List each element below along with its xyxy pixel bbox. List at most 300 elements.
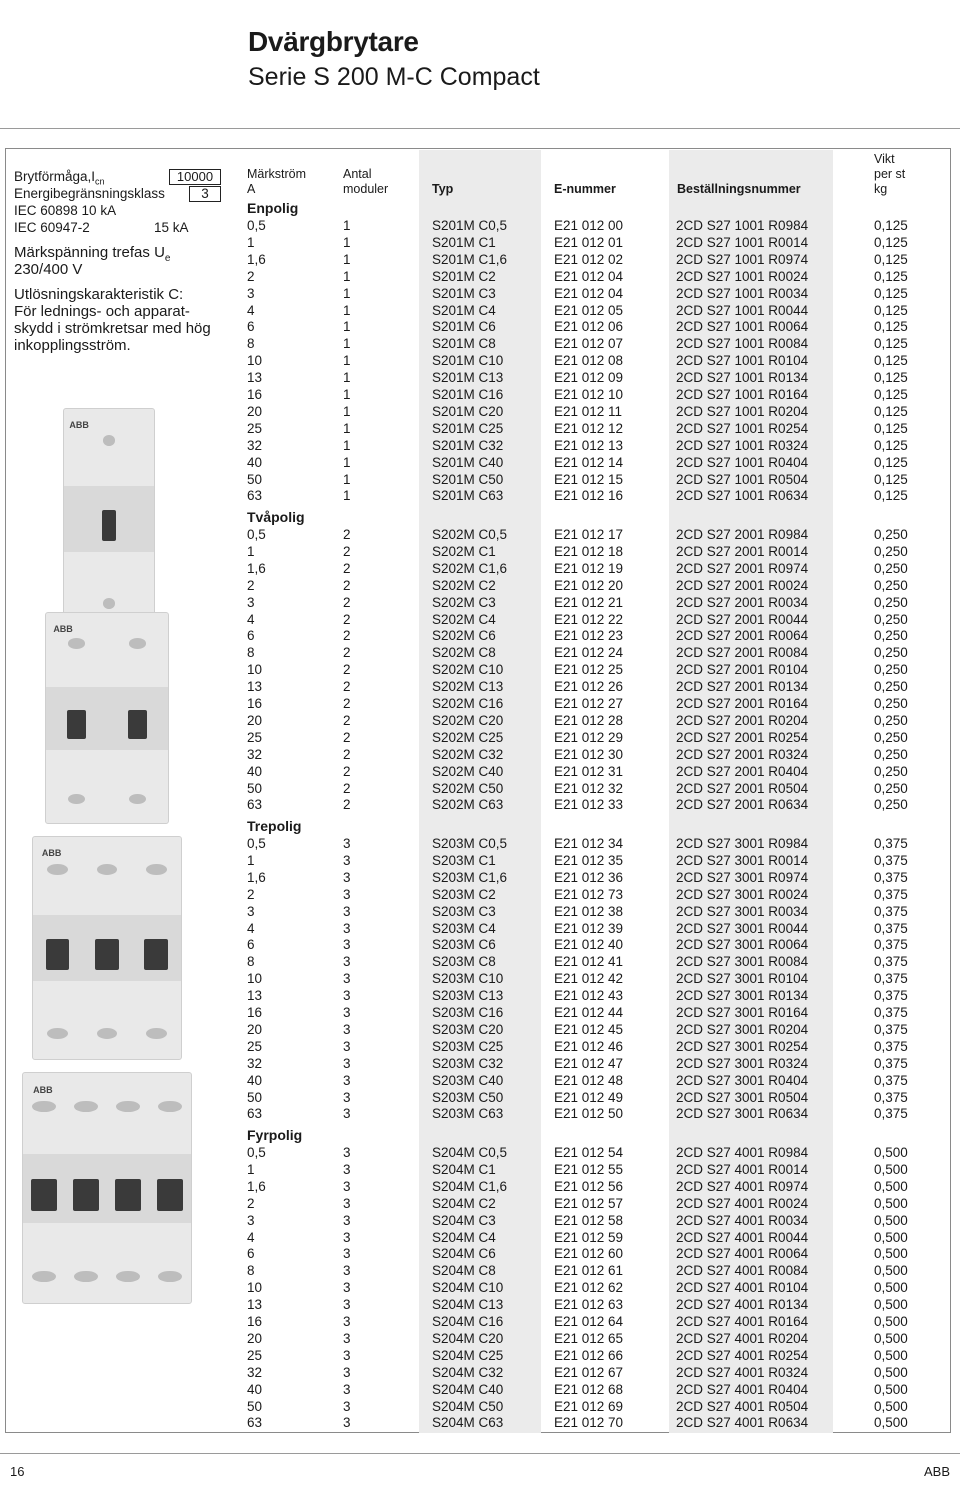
cell-weight: 0,250 <box>874 780 908 796</box>
cell-current: 50 <box>247 780 263 796</box>
cell-enumber: E21 012 62 <box>554 1280 624 1296</box>
table-row <box>0 987 960 1004</box>
cell-modules: 1 <box>343 234 351 250</box>
cell-modules: 3 <box>343 1161 351 1177</box>
cell-type: S204M C3 <box>432 1212 496 1228</box>
cell-enumber: E21 012 61 <box>554 1263 624 1279</box>
cell-current: 10 <box>247 662 263 678</box>
cell-order: 2CD S27 3001 R0254 <box>676 1038 809 1054</box>
cell-current: 2 <box>247 1195 255 1211</box>
cell-type: S203M C16 <box>432 1005 504 1020</box>
cell-order: 2CD S27 4001 R0404 <box>676 1381 809 1397</box>
table-row <box>0 285 960 302</box>
desc-text-4: inkopplingsström. <box>14 337 131 354</box>
cell-type: S204M C6 <box>432 1246 496 1262</box>
table-row <box>0 1004 960 1021</box>
cell-modules: 2 <box>343 645 351 661</box>
cell-weight: 0,250 <box>874 729 908 745</box>
desc-text-1: Utlösningskarakteristik C: <box>14 286 184 303</box>
cell-order: 2CD S27 4001 R0164 <box>676 1314 809 1329</box>
cell-type: S202M C63 <box>432 797 504 813</box>
cell-current: 13 <box>247 679 263 695</box>
footer-brand: ABB <box>923 1464 950 1479</box>
cell-weight: 0,125 <box>874 370 908 386</box>
device-brand-mark: ABB <box>41 848 62 859</box>
cell-type: S204M C40 <box>432 1381 504 1397</box>
cell-type: S204M C63 <box>432 1415 504 1431</box>
cell-enumber: E21 012 09 <box>554 370 624 386</box>
cell-weight: 0,375 <box>874 886 908 902</box>
device-brand-mark: ABB <box>69 420 89 430</box>
cell-modules: 3 <box>343 1297 351 1313</box>
cell-modules: 3 <box>343 1005 351 1020</box>
cell-weight: 0,500 <box>874 1280 908 1296</box>
cell-weight: 0,250 <box>874 594 908 610</box>
cell-enumber: E21 012 13 <box>554 437 624 453</box>
cell-modules: 3 <box>343 1314 351 1329</box>
cell-current: 8 <box>247 645 255 661</box>
header-enumber: E-nummer <box>554 182 616 196</box>
cell-current: 40 <box>247 763 263 779</box>
cell-current: 1,6 <box>247 1178 266 1194</box>
cell-modules: 3 <box>343 1398 351 1414</box>
cell-current: 20 <box>247 1021 263 1037</box>
cell-order: 2CD S27 1001 R0324 <box>676 437 809 453</box>
cell-type: S202M C8 <box>432 645 496 661</box>
cell-type: S202M C10 <box>432 662 504 678</box>
table-row <box>0 644 960 661</box>
cell-modules: 3 <box>343 954 351 970</box>
cell-modules: 3 <box>343 1246 351 1262</box>
cell-weight: 0,500 <box>874 1212 908 1228</box>
cell-modules: 3 <box>343 1330 351 1346</box>
cell-weight: 0,500 <box>874 1229 908 1245</box>
cell-weight: 0,125 <box>874 403 908 419</box>
cell-order: 2CD S27 1001 R0404 <box>676 454 809 470</box>
cell-current: 40 <box>247 1072 263 1088</box>
cell-current: 10 <box>247 353 263 369</box>
cell-current: 1,6 <box>247 560 266 576</box>
cell-weight: 0,250 <box>874 611 908 627</box>
cell-current: 63 <box>247 1106 263 1122</box>
cell-type: S204M C50 <box>432 1398 504 1414</box>
cell-enumber: E21 012 23 <box>554 628 624 644</box>
cell-order: 2CD S27 3001 R0324 <box>676 1055 809 1071</box>
cell-enumber: E21 012 00 <box>554 218 624 233</box>
cell-type: S202M C2 <box>432 577 496 593</box>
cell-current: 16 <box>247 1314 263 1329</box>
table-row <box>0 268 960 285</box>
cell-type: S201M C2 <box>432 268 496 284</box>
cell-type: S203M C0,5 <box>432 836 508 851</box>
cell-type: S204M C10 <box>432 1280 504 1296</box>
table-row <box>0 886 960 903</box>
cell-weight: 0,250 <box>874 662 908 678</box>
cell-type: S204M C16 <box>432 1314 504 1329</box>
cell-modules: 3 <box>343 988 351 1004</box>
cell-order: 2CD S27 2001 R0324 <box>676 746 809 762</box>
device-brand-mark: ABB <box>33 1084 53 1095</box>
table-row <box>0 487 960 504</box>
cell-order: 2CD S27 4001 R0104 <box>676 1280 809 1296</box>
breaking-capacity-row <box>14 168 214 187</box>
cell-order: 2CD S27 1001 R0014 <box>676 234 809 250</box>
cell-type: S202M C3 <box>432 594 496 610</box>
table-row <box>0 936 960 953</box>
cell-order: 2CD S27 4001 R0634 <box>676 1415 809 1431</box>
cell-order: 2CD S27 2001 R0064 <box>676 628 809 644</box>
cell-current: 32 <box>247 746 263 762</box>
cell-weight: 0,500 <box>874 1381 908 1397</box>
cell-modules: 1 <box>343 387 351 402</box>
cell-current: 4 <box>247 302 255 318</box>
cell-current: 3 <box>247 1212 255 1228</box>
cell-weight: 0,125 <box>874 285 908 301</box>
cell-enumber: E21 012 36 <box>554 869 624 885</box>
cell-type: S201M C6 <box>432 319 496 335</box>
cell-order: 2CD S27 1001 R0024 <box>676 268 809 284</box>
cell-order: 2CD S27 4001 R0974 <box>676 1178 809 1194</box>
cell-weight: 0,375 <box>874 1106 908 1122</box>
cell-weight: 0,500 <box>874 1178 908 1194</box>
cell-order: 2CD S27 3001 R0164 <box>676 1005 809 1020</box>
cell-enumber: E21 012 02 <box>554 251 624 267</box>
cell-order: 2CD S27 3001 R0084 <box>676 954 809 970</box>
section-label: Fyrpolig <box>247 1127 303 1143</box>
cell-enumber: E21 012 06 <box>554 319 624 335</box>
cell-current: 20 <box>247 1330 263 1346</box>
cell-type: S203M C25 <box>432 1038 504 1054</box>
cell-modules: 3 <box>343 886 351 902</box>
cell-order: 2CD S27 1001 R0064 <box>676 319 809 335</box>
cell-type: S203M C10 <box>432 971 504 987</box>
cell-weight: 0,250 <box>874 679 908 695</box>
cell-type: S203M C6 <box>432 937 496 953</box>
cell-enumber: E21 012 38 <box>554 903 624 919</box>
cell-enumber: E21 012 33 <box>554 797 624 813</box>
table-row <box>0 1347 960 1364</box>
table-row <box>0 695 960 712</box>
cell-type: S201M C32 <box>432 437 504 453</box>
cell-enumber: E21 012 67 <box>554 1364 624 1380</box>
cell-type: S204M C4 <box>432 1229 496 1245</box>
cell-weight: 0,125 <box>874 218 908 233</box>
cell-enumber: E21 012 69 <box>554 1398 624 1414</box>
cell-current: 20 <box>247 712 263 728</box>
cell-enumber: E21 012 43 <box>554 988 624 1004</box>
cell-current: 25 <box>247 1038 263 1054</box>
cell-modules: 2 <box>343 611 351 627</box>
cell-type: S201M C16 <box>432 387 504 402</box>
cell-order: 2CD S27 4001 R0034 <box>676 1212 809 1228</box>
energy-class-row <box>14 185 211 202</box>
table-row <box>0 678 960 695</box>
cell-modules: 2 <box>343 797 351 813</box>
cell-order: 2CD S27 2001 R0204 <box>676 712 809 728</box>
cell-enumber: E21 012 45 <box>554 1021 624 1037</box>
cell-enumber: E21 012 42 <box>554 971 624 987</box>
cell-type: S202M C4 <box>432 611 496 627</box>
table-row <box>0 661 960 678</box>
cell-current: 16 <box>247 696 263 711</box>
cell-type: S204M C20 <box>432 1330 504 1346</box>
cell-weight: 0,375 <box>874 971 908 987</box>
cell-weight: 0,500 <box>874 1364 908 1380</box>
cell-weight: 0,375 <box>874 1089 908 1105</box>
cell-weight: 0,125 <box>874 251 908 267</box>
cell-current: 16 <box>247 387 263 402</box>
cell-type: S203M C8 <box>432 954 496 970</box>
table-row <box>0 835 960 852</box>
cell-weight: 0,500 <box>874 1263 908 1279</box>
cell-order: 2CD S27 2001 R0404 <box>676 763 809 779</box>
header-weight-1: Vikt <box>874 152 895 166</box>
cell-type: S201M C0,5 <box>432 218 508 233</box>
cell-order: 2CD S27 1001 R0634 <box>676 488 809 504</box>
cell-order: 2CD S27 4001 R0064 <box>676 1246 809 1262</box>
cell-order: 2CD S27 4001 R0324 <box>676 1364 809 1380</box>
cell-modules: 3 <box>343 1178 351 1194</box>
cell-modules: 2 <box>343 679 351 695</box>
cell-order: 2CD S27 3001 R0204 <box>676 1021 809 1037</box>
cell-order: 2CD S27 2001 R0024 <box>676 577 809 593</box>
cell-weight: 0,500 <box>874 1246 908 1262</box>
cell-current: 32 <box>247 1364 263 1380</box>
cell-weight: 0,125 <box>874 471 908 487</box>
table-row <box>0 1414 960 1431</box>
cell-current: 0,5 <box>247 218 266 233</box>
table-row <box>0 1161 960 1178</box>
cell-type: S201M C13 <box>432 370 504 386</box>
device-brand-mark: ABB <box>53 623 73 634</box>
cell-order: 2CD S27 3001 R0034 <box>676 903 809 919</box>
cell-order: 2CD S27 3001 R0404 <box>676 1072 809 1088</box>
cell-modules: 3 <box>343 1263 351 1279</box>
table-row <box>0 970 960 987</box>
cell-order: 2CD S27 2001 R0044 <box>676 611 809 627</box>
cell-enumber: E21 012 19 <box>554 560 624 576</box>
cell-enumber: E21 012 08 <box>554 353 624 369</box>
energy-class-label: Energibegränsningsklass <box>14 186 165 201</box>
cell-order: 2CD S27 3001 R0504 <box>676 1089 809 1105</box>
cell-type: S204M C25 <box>432 1347 504 1363</box>
cell-current: 6 <box>247 1246 255 1262</box>
table-row <box>0 543 960 560</box>
cell-modules: 3 <box>343 1212 351 1228</box>
cell-current: 0,5 <box>247 1145 266 1160</box>
cell-modules: 2 <box>343 763 351 779</box>
cell-weight: 0,375 <box>874 920 908 936</box>
cell-current: 8 <box>247 1263 255 1279</box>
cell-enumber: E21 012 34 <box>554 836 624 851</box>
table-row <box>0 1072 960 1089</box>
table-row <box>0 352 960 369</box>
cell-current: 63 <box>247 1415 263 1431</box>
cell-enumber: E21 012 60 <box>554 1246 624 1262</box>
table-row <box>0 780 960 797</box>
header-order: Beställningsnummer <box>677 182 801 196</box>
cell-modules: 2 <box>343 594 351 610</box>
table-row <box>0 1021 960 1038</box>
cell-type: S201M C3 <box>432 285 496 301</box>
cell-modules: 3 <box>343 836 351 851</box>
cell-current: 3 <box>247 594 255 610</box>
cell-weight: 0,375 <box>874 1055 908 1071</box>
cell-type: S204M C1 <box>432 1161 496 1177</box>
cell-weight: 0,500 <box>874 1314 908 1329</box>
cell-weight: 0,375 <box>874 903 908 919</box>
cell-modules: 3 <box>343 1347 351 1363</box>
cell-weight: 0,500 <box>874 1330 908 1346</box>
table-row <box>0 1105 960 1122</box>
cell-order: 2CD S27 2001 R0104 <box>676 662 809 678</box>
table-row <box>0 712 960 729</box>
voltage-label: Märkspänning trefas U <box>14 244 165 261</box>
cell-enumber: E21 012 58 <box>554 1212 624 1228</box>
cell-enumber: E21 012 44 <box>554 1005 624 1020</box>
table-row <box>0 1279 960 1296</box>
cell-enumber: E21 012 50 <box>554 1106 624 1122</box>
cell-modules: 1 <box>343 437 351 453</box>
cell-enumber: E21 012 04 <box>554 268 624 284</box>
header-type: Typ <box>432 182 454 196</box>
table-row <box>0 577 960 594</box>
footer-divider <box>0 1453 960 1454</box>
cell-enumber: E21 012 54 <box>554 1145 624 1160</box>
cell-weight: 0,125 <box>874 319 908 335</box>
cell-weight: 0,250 <box>874 628 908 644</box>
cell-type: S203M C20 <box>432 1021 504 1037</box>
cell-modules: 2 <box>343 729 351 745</box>
cell-enumber: E21 012 20 <box>554 577 624 593</box>
cell-type: S203M C3 <box>432 903 496 919</box>
cell-weight: 0,500 <box>874 1415 908 1431</box>
cell-modules: 3 <box>343 1415 351 1431</box>
table-row <box>0 318 960 335</box>
table-row <box>0 1178 960 1195</box>
cell-current: 2 <box>247 577 255 593</box>
cell-current: 2 <box>247 886 255 902</box>
table-row <box>0 869 960 886</box>
cell-order: 2CD S27 2001 R0134 <box>676 679 809 695</box>
table-row <box>0 471 960 488</box>
table-row <box>0 386 960 403</box>
cell-weight: 0,125 <box>874 336 908 352</box>
cell-weight: 0,125 <box>874 420 908 436</box>
cell-enumber: E21 012 26 <box>554 679 624 695</box>
cell-enumber: E21 012 22 <box>554 611 624 627</box>
cell-weight: 0,125 <box>874 302 908 318</box>
cell-current: 13 <box>247 370 263 386</box>
header-modules-1: Antal <box>343 167 372 181</box>
table-row <box>0 1144 960 1161</box>
cell-current: 6 <box>247 319 255 335</box>
cell-order: 2CD S27 4001 R0504 <box>676 1398 809 1414</box>
cell-enumber: E21 012 55 <box>554 1161 624 1177</box>
cell-current: 13 <box>247 988 263 1004</box>
cell-modules: 3 <box>343 869 351 885</box>
cell-modules: 2 <box>343 628 351 644</box>
cell-weight: 0,250 <box>874 696 908 711</box>
cell-modules: 1 <box>343 302 351 318</box>
cell-current: 63 <box>247 488 263 504</box>
cell-current: 25 <box>247 1347 263 1363</box>
cell-enumber: E21 012 12 <box>554 420 624 436</box>
cell-current: 0,5 <box>247 836 266 851</box>
cell-enumber: E21 012 57 <box>554 1195 624 1211</box>
page-title: Dvärgbrytare <box>248 26 419 57</box>
cell-type: S203M C1 <box>432 852 496 868</box>
table-row <box>0 920 960 937</box>
cell-weight: 0,375 <box>874 852 908 868</box>
cell-modules: 3 <box>343 903 351 919</box>
cell-type: S204M C32 <box>432 1364 504 1380</box>
cell-type: S203M C50 <box>432 1089 504 1105</box>
desc-text-2: För lednings- och apparat- <box>14 303 190 320</box>
header-current-2: A <box>247 182 256 196</box>
cell-type: S201M C8 <box>432 336 496 352</box>
cell-current: 3 <box>247 903 255 919</box>
cell-type: S204M C1,6 <box>432 1178 508 1194</box>
table-row <box>0 437 960 454</box>
section-label: Enpolig <box>247 200 299 216</box>
cell-enumber: E21 012 73 <box>554 886 624 902</box>
cell-enumber: E21 012 18 <box>554 543 624 559</box>
table-row <box>0 1245 960 1262</box>
table-row <box>0 251 960 268</box>
table-row <box>0 1313 960 1330</box>
table-row <box>0 1262 960 1279</box>
cell-current: 50 <box>247 471 263 487</box>
cell-type: S201M C1 <box>432 234 496 250</box>
cell-enumber: E21 012 28 <box>554 712 624 728</box>
cell-enumber: E21 012 47 <box>554 1055 624 1071</box>
section-label: Trepolig <box>247 818 302 834</box>
cell-modules: 2 <box>343 780 351 796</box>
cell-enumber: E21 012 29 <box>554 729 624 745</box>
cell-current: 25 <box>247 729 263 745</box>
cell-order: 2CD S27 3001 R0634 <box>676 1106 809 1122</box>
cell-order: 2CD S27 4001 R0134 <box>676 1297 809 1313</box>
cell-type: S202M C20 <box>432 712 504 728</box>
cell-modules: 1 <box>343 319 351 335</box>
cell-enumber: E21 012 27 <box>554 696 624 711</box>
cell-current: 1 <box>247 234 255 250</box>
cell-order: 2CD S27 4001 R0254 <box>676 1347 809 1363</box>
cell-weight: 0,500 <box>874 1161 908 1177</box>
cell-enumber: E21 012 59 <box>554 1229 624 1245</box>
cell-current: 6 <box>247 937 255 953</box>
cell-modules: 2 <box>343 577 351 593</box>
cell-type: S202M C13 <box>432 679 504 695</box>
cell-modules: 2 <box>343 560 351 576</box>
table-row <box>0 1038 960 1055</box>
cell-current: 50 <box>247 1398 263 1414</box>
cell-weight: 0,375 <box>874 954 908 970</box>
header-weight-3: kg <box>874 182 888 196</box>
cell-weight: 0,375 <box>874 988 908 1004</box>
table-row <box>0 746 960 763</box>
table-row <box>0 369 960 386</box>
cell-modules: 3 <box>343 1089 351 1105</box>
table-row <box>0 1212 960 1229</box>
cell-modules: 1 <box>343 336 351 352</box>
cell-weight: 0,125 <box>874 234 908 250</box>
cell-weight: 0,125 <box>874 387 908 402</box>
cell-modules: 3 <box>343 920 351 936</box>
cell-current: 1 <box>247 852 255 868</box>
table-row <box>0 729 960 746</box>
